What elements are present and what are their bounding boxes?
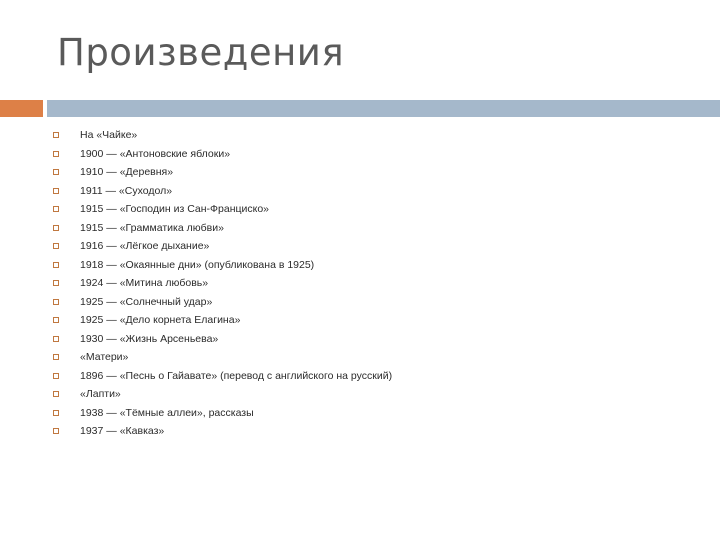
list-item-text: 1925 — «Солнечный удар» (80, 295, 213, 308)
square-bullet-icon (53, 336, 59, 342)
list-item-text: 1896 — «Песнь о Гайавате» (перевод с английского на русский) (80, 369, 393, 382)
list-item-text: На «Чайке» (80, 129, 138, 141)
square-bullet-icon (53, 243, 59, 249)
square-bullet-icon (53, 354, 59, 360)
list-item-text: «Матери» (80, 351, 129, 363)
accent-bar-orange (0, 100, 43, 117)
list-item (53, 200, 392, 219)
list-item-text: 1910 — «Деревня» (80, 166, 174, 178)
square-bullet-icon (53, 428, 59, 434)
square-bullet-icon (53, 299, 59, 305)
list-item (53, 311, 392, 330)
list-item-text: 1937 — «Кавказ» (80, 425, 165, 437)
list-item (53, 145, 392, 164)
list-item-text: «Лапти» (80, 388, 121, 400)
square-bullet-icon (53, 280, 59, 286)
square-bullet-icon (53, 151, 59, 157)
list-item (53, 348, 392, 367)
square-bullet-icon (53, 169, 59, 175)
slide-title: Произведения (57, 31, 345, 74)
list-item-text: 1938 — «Тёмные аллеи», рассказы (80, 406, 254, 419)
list-item (53, 126, 392, 145)
list-item (53, 182, 392, 201)
list-item (53, 219, 392, 238)
list-item-text: 1925 — «Дело корнета Елагина» (80, 314, 241, 326)
square-bullet-icon (53, 410, 59, 416)
list-item (53, 367, 392, 386)
list-item (53, 330, 392, 349)
list-item-text: 1916 — «Лёгкое дыхание» (80, 240, 210, 252)
square-bullet-icon (53, 262, 59, 268)
list-item-text: 1918 — «Окаянные дни» (опубликована в 1925) (80, 258, 315, 271)
list-item (53, 385, 392, 404)
list-item (53, 404, 392, 423)
square-bullet-icon (53, 132, 59, 138)
list-item-text: 1915 — «Грамматика любви» (80, 221, 224, 234)
list-item-text: 1924 — «Митина любовь» (80, 277, 209, 289)
square-bullet-icon (53, 373, 59, 379)
square-bullet-icon (53, 317, 59, 323)
list-item (53, 422, 392, 441)
list-item (53, 163, 392, 182)
square-bullet-icon (53, 225, 59, 231)
square-bullet-icon (53, 391, 59, 397)
works-list (53, 126, 392, 441)
list-item-text: 1930 — «Жизнь Арсеньева» (80, 332, 219, 345)
list-item (53, 293, 392, 312)
list-item-text: 1900 — «Антоновские яблоки» (80, 147, 231, 160)
list-item (53, 256, 392, 275)
list-item-text: 1911 — «Суходол» (80, 184, 173, 197)
square-bullet-icon (53, 188, 59, 194)
square-bullet-icon (53, 206, 59, 212)
list-item (53, 274, 392, 293)
list-item (53, 237, 392, 256)
accent-bar-blue (47, 100, 720, 117)
list-item-text: 1915 — «Господин из Сан-Франциско» (80, 203, 270, 215)
